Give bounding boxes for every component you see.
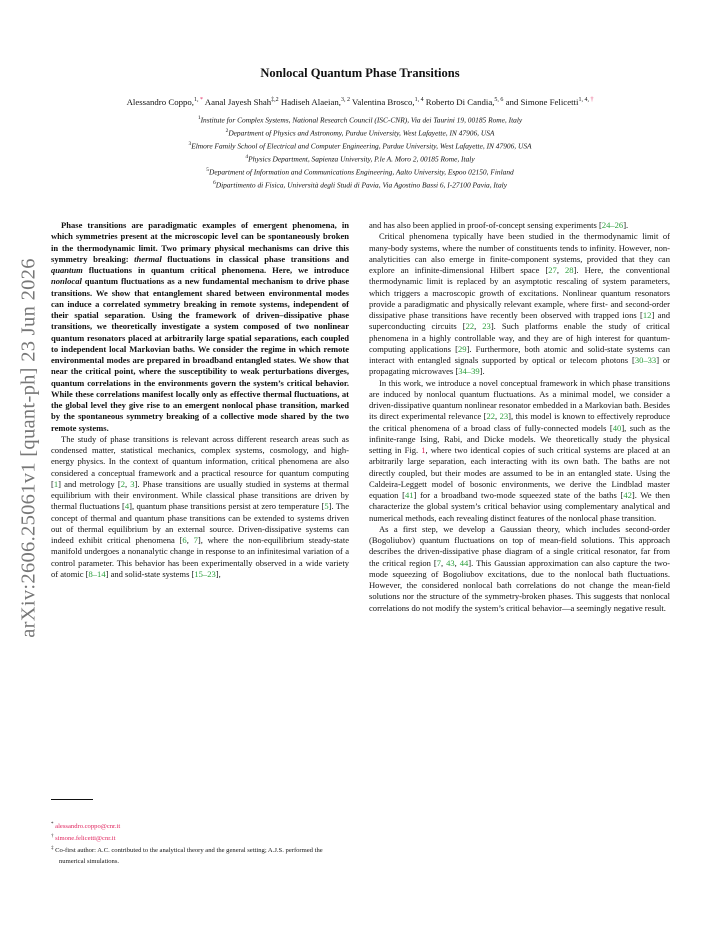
affiliation xyxy=(40,165,680,178)
citation-link[interactable]: 34–39 xyxy=(458,366,480,377)
citation-link[interactable]: 6 xyxy=(182,535,187,545)
affiliation xyxy=(40,126,680,139)
abstract-text: quantum fluctuations as a new fundamental mechanism to drive phase transitions. We show that entanglement shared between environmental modes can induce a correlated symmetry breaking in remote systems, independent of their spatial separation. Using the framework of driven–dissipative phase transitions, we theoretically investigate a system composed of two nonlinear quantum resonators placed at arbitrarily large spatial separations, each coupled to independent local Markovian baths. We consider the regime in which remote environmental modes are prepared in broadband entangled states. We show that near the critical point, where the susceptibility to weak perturbations diverges, quantum correlations in the environments govern the system’s critical behavior. While these correlations manifest locally only as effective thermal fluctuations, at the global level they give rise to an emergent nonlocal phase transition, marked by the spontaneous symmetry breaking of a collective mode shared by the two remote systems. xyxy=(51,276,349,433)
affiliation-number: 5 xyxy=(206,167,210,174)
citation-link[interactable]: 3 xyxy=(130,478,135,489)
citation-link[interactable]: 4 xyxy=(124,501,130,512)
citation-link[interactable]: 30–33 xyxy=(634,355,657,365)
citation-link[interactable]: 22 xyxy=(465,321,475,332)
author-affiliation-mark: 1, * xyxy=(194,97,203,104)
author-name: Valentina Brosco, xyxy=(352,97,415,107)
affiliation-text: Institute for Complex Systems, National Research Council (ISC-CNR), Via dei Taurini 19, 00185 Rome, Italy xyxy=(200,115,523,125)
author-name: Alessandro Coppo, xyxy=(126,97,194,107)
author-affiliation-mark: 1, 4, † xyxy=(578,97,594,104)
footnote xyxy=(51,832,349,844)
arxiv-sidebar xyxy=(12,238,46,658)
abstract-emphasis: nonlocal xyxy=(51,276,82,287)
abstract-text: fluctuations in quantum critical phenomena. Here, we introduce xyxy=(82,265,349,275)
citation-link[interactable]: 12 xyxy=(642,310,652,320)
affiliation-text: Dipartimento di Fisica, Università degli Studi di Pavia, Via Agostino Bassi 6, I-27100 Pavia, Italy xyxy=(215,180,507,190)
email-link[interactable]: simone.felicetti@cnr.it xyxy=(55,835,116,843)
footnote xyxy=(51,844,349,866)
citation-link[interactable]: 40 xyxy=(612,422,622,433)
author-list xyxy=(40,97,680,107)
footnote xyxy=(51,820,349,832)
citation-link[interactable]: 42 xyxy=(623,490,632,500)
paper-title: Nonlocal Quantum Phase Transitions xyxy=(260,66,460,80)
affiliation-number: 4 xyxy=(245,154,249,161)
affiliation-number: 2 xyxy=(225,128,229,135)
citation-link[interactable]: 24–26 xyxy=(601,220,624,230)
affiliation-text: Department of Physics and Astronomy, Purdue University, West Lafayette, IN 47906, USA xyxy=(228,128,495,138)
footnote-mark: † xyxy=(51,834,54,840)
affiliation xyxy=(40,178,680,191)
citation-link[interactable]: 23 xyxy=(499,411,509,422)
affiliation-text: Physics Department, Sapienza University, P.le A. Moro 2, 00185 Rome, Italy xyxy=(248,154,475,164)
author-name: Roberto Di Candia, xyxy=(425,97,495,107)
citation-link[interactable]: 44 xyxy=(459,557,469,568)
footnote-mark: * xyxy=(51,822,54,827)
abstract-text: Phase transitions are paradigmatic examples of emergent phenomena, in which symmetries present at the microscopic level can be spontaneously broken in the thermodynamic limit. Two primary physical mechanisms can drive this symmetry breaking: xyxy=(51,220,349,264)
affiliation-text: Elmore Family School of Electrical and Computer Engineering, Purdue University, West Lafayette, IN 47906, USA xyxy=(191,141,532,151)
citation-link[interactable]: 5 xyxy=(324,501,329,512)
citation-link[interactable]: 43 xyxy=(446,557,455,568)
affiliation-number: 3 xyxy=(188,141,192,148)
author-affiliation-mark: ‡,2 xyxy=(271,97,279,104)
intro-paragraph-2: Critical phenomena typically have been studied in the thermodynamic limit of many-body systems, where the number of constituents tends to infinity. However, non-analyticities can also emerge in finite-component systems, provided that they can explore an infinite-dimensional Hilbert space [27, 28]. Here, the conventional thermodynamic limit is replaced by an asymptotic rescaling of system parameters, which triggers a macroscopic growth of excitations. Nonlinear quantum resonators provide a paradigmatic and physically relevant example, where first- and second-order dissipative phase transitions have recently been observed with trapped ions [12] and superconducting circuits [22, 23]. Such platforms enable the study of critical phenomena in a highly controllable way, and they are of high interest for quantum-computing applications [29]. Furthermore, both atomic and solid-state systems can interact with entangled signals supported by optical or telecom photons [30–33] or propagating microwaves [34–39]. xyxy=(369,231,670,377)
citation-link[interactable]: 28 xyxy=(565,265,574,275)
author-name: and Simone Felicetti xyxy=(505,97,579,107)
abstract-text: fluctuations in classical phase transitions and xyxy=(161,253,349,264)
figure-link[interactable]: 1 xyxy=(421,445,426,455)
intro-paragraph-4: As a first step, we develop a Gaussian theory, which includes second-order (Bogoliubov) quantum fluctuations on top of mean-field solutions. This approach describes the driven-dissipative phase diagram of a single critical resonator, far from the critical region [7, 43, 44]. This Gaussian approximation can also capture the two-mode squeezing of Bogoliubov excitations, due to the nonlocal bath fluctuations. However, the considered nonlocal bath correlations do not change the mean-field solutions nor the structure of the symmetry-broken phases. This suggests that nonlocal correlations do not modify the system’s critical behavior—a seemingly negative result. xyxy=(369,523,670,613)
footnote-divider xyxy=(51,799,93,800)
affiliation-number: 6 xyxy=(213,180,216,187)
citation-link[interactable]: 29 xyxy=(457,343,467,354)
affiliation-number: 1 xyxy=(197,115,201,121)
citation-link[interactable]: 22 xyxy=(486,411,495,422)
email-link[interactable]: alessandro.coppo@cnr.it xyxy=(55,823,121,831)
intro-paragraph-1: The study of phase transitions is relevant across different research areas such as condensed matter, statistical mechanics, complex systems, cosmology, and high-energy physics. In the context of quantum information, critical phenomena are also considered a conceptual framework and a practical resource for quantum computing [1] and metrology [2, 3]. Phase transitions are usually studied in systems at thermal equilibrium with their environment. While classical phase transitions are driven by thermal fluctuations [4], quantum phase transitions persist at zero temperature [5]. The concept of thermal and quantum phase transitions can be extended to systems driven out of thermal equilibrium by an external source. Driven-dissipative systems can indeed exhibit critical phenomena [6, 7], where the non-equilibrium steady-state manifold undergoes a nonanalytic change in response to an infinitesimal variation of a control parameter. This behavior has been experimentally observed in a wide variety of atomic [8–14] and solid-state systems [15–23], xyxy=(51,433,350,579)
citation-link[interactable]: 7 xyxy=(436,557,441,568)
citation-link[interactable]: 1 xyxy=(53,478,59,489)
corresponding-author-mark[interactable]: * xyxy=(200,97,203,104)
citation-link[interactable]: 7 xyxy=(193,535,198,545)
footnote-mark: ‡ xyxy=(51,846,54,852)
abstract xyxy=(51,220,349,434)
affiliation-list xyxy=(40,113,680,191)
author-name: Aanal Jayesh Shah xyxy=(204,97,272,107)
citation-link[interactable]: 27 xyxy=(548,265,557,275)
right-column xyxy=(369,220,670,614)
author-affiliation-mark: 3, 2 xyxy=(340,97,350,104)
intro-paragraph-3: In this work, we introduce a novel conceptual framework in which phase transitions are induced by nonlocal quantum fluctuations. As a minimal model, we consider a driven-dissipative quantum nonlinear resonator embedded in a Markovian bath. Besides its direct experimental relevance [22, 23], this model is known to effectively reproduce the critical phenomena of a broad class of fully-connected models [40], such as the infinite-range Ising, Rabi, and Dicke models. We theoretically study the physical setting in Fig. 1, where two identical copies of such critical systems are placed at an arbitrarily large separation, each interacting with its own bath. The baths are not directly coupled, but their modes are assumed to be in an entangled state. Using the Caldeira-Leggett model of bosonic environments, we derive the Lindblad master equation [41] for a broadband two-mode squeezed state of the baths [42]. We then characterize the global system’s critical behavior using complementary analytical and numerical methods, each revealing distinct features of the nonlocal phase transition. xyxy=(369,377,671,523)
abstract-emphasis: quantum xyxy=(51,265,83,275)
affiliation-text: Department of Information and Communications Engineering, Aalto University, Espoo 02150, Finland xyxy=(209,167,514,177)
author-affiliation-mark: 1, 4 xyxy=(414,97,424,104)
affiliation xyxy=(40,113,680,126)
citation-link[interactable]: 15–23 xyxy=(194,568,216,579)
continued-paragraph: and has also been applied in proof-of-concept sensing experiments [24–26]. xyxy=(369,220,629,230)
citation-link[interactable]: 23 xyxy=(482,321,491,332)
footnotes xyxy=(51,820,349,867)
citation-link[interactable]: 8–14 xyxy=(88,568,106,579)
abstract-emphasis: thermal xyxy=(134,253,162,264)
arxiv-identifier: arXiv:2606.25061v1 [quant-ph] 23 Jun 2026 xyxy=(17,258,40,638)
affiliation xyxy=(40,139,680,152)
citation-link[interactable]: 2 xyxy=(120,478,125,489)
footnote-text: Co-first author: A.C. contributed to the analytical theory and the general setting; A.J.S. performed the numerical simulations. xyxy=(55,847,323,865)
author-name: Hadiseh Alaeian, xyxy=(280,97,341,107)
corresponding-author-mark[interactable]: † xyxy=(590,97,594,104)
author-affiliation-mark: 5, 6 xyxy=(494,97,504,104)
citation-link[interactable]: 41 xyxy=(404,490,414,500)
affiliation xyxy=(40,152,680,165)
left-column xyxy=(51,220,349,580)
